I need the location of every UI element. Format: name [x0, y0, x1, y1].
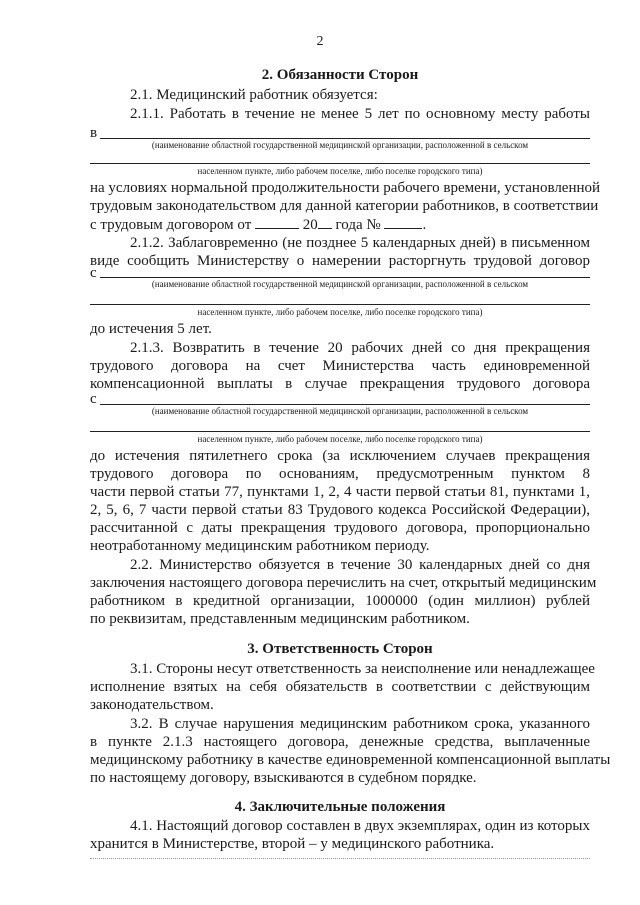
paragraph-2-1-1-line-4 — [90, 215, 590, 234]
org-name-fill-line-1 — [100, 138, 590, 139]
paragraph-2-2-line-1: 2.2. Министерство обязуется в течение 30 календарных дней со дня — [130, 557, 590, 573]
org-name-fill-line-5 — [100, 404, 590, 405]
paragraph-2-1-3-line-2: трудового договора на счет Министерства часть единовременной — [90, 358, 590, 374]
caption-org-name-3: (наименование областной государственной медицинской организации, расположенной в сельском — [151, 406, 529, 416]
paragraph-3-1-line-2: исполнение взятых на себя обязательств в соответствии с действующим — [90, 679, 590, 695]
caption-settlement-2: населенном пункте, либо рабочем поселке, либо поселке городского типа) — [197, 307, 483, 317]
paragraph-2-1-1-line-3: трудовым законодательством для данной категории работников, в соответствии — [90, 198, 599, 214]
contract-number-blank — [384, 215, 422, 229]
section-2-heading: 2. Обязанности Сторон — [261, 67, 419, 83]
paragraph-2-1-3-line-6: части первой статьи 77, пунктами 1, 2, 4 части первой статьи 81, пунктами 1, — [90, 484, 590, 500]
contract-year-blank — [318, 215, 332, 229]
page-number: 2 — [316, 34, 324, 49]
org-name-fill-line-6 — [90, 431, 590, 432]
section-4-heading: 4. Заключительные положения — [234, 799, 446, 815]
org-name-fill-line-4 — [90, 304, 590, 305]
prefix-v: в — [90, 125, 98, 141]
paragraph-3-2-line-1: 3.2. В случае нарушения медицинским работником срока, указанного — [130, 716, 590, 732]
paragraph-4-1-line-2: хранится в Министерстве, второй – у медицинского работника. — [90, 836, 495, 852]
contract-number-label: года № — [335, 217, 381, 233]
section-3-heading: 3. Ответственность Сторон — [247, 641, 433, 657]
paragraph-3-2-line-3: медицинскому работнику в качестве единовременной компенсационной выплаты — [90, 752, 611, 768]
caption-settlement-1: населенном пункте, либо рабочем поселке, либо поселке городского типа) — [197, 166, 483, 176]
scan-edge-dots — [90, 858, 590, 859]
contract-date-label: с трудовым договором от — [90, 217, 252, 233]
contract-year-prefix: 20 — [302, 217, 318, 233]
paragraph-2-2-line-4: по реквизитам, представленным медицинским работником. — [90, 611, 470, 627]
contract-date-day-blank — [255, 215, 299, 229]
org-name-fill-line-2 — [90, 163, 590, 164]
paragraph-2-1-3-line-1: 2.1.3. Возвратить в течение 20 рабочих дней со дня прекращения — [130, 340, 590, 356]
caption-org-name-1: (наименование областной государственной медицинской организации, расположенной в сельском — [151, 140, 529, 150]
paragraph-2-1-2-line-2: виде сообщить Министерству о намерении расторгнуть трудовой договор — [90, 253, 590, 269]
paragraph-2-1-1-line-2: на условиях нормальной продолжительности рабочего времени, установленной — [90, 180, 601, 196]
paragraph-3-2-line-2: в пункте 2.1.3 настоящего договора, денежные средства, выплаченные — [90, 734, 590, 750]
paragraph-2-1-3-line-3: компенсационной выплаты в случае прекращения трудового договора — [90, 376, 590, 392]
paragraph-2-1-2-line-1: 2.1.2. Заблаговременно (не позднее 5 календарных дней) в письменном — [130, 235, 590, 251]
period: . — [422, 217, 427, 233]
paragraph-2-1-3-line-5: трудового договора по основаниям, предусмотренным пунктом 8 — [90, 466, 590, 482]
paragraph-2-1-3-line-4: до истечения пятилетнего срока (за исключением случаев прекращения — [90, 448, 590, 464]
prefix-s-1: с — [90, 265, 97, 281]
paragraph-2-2-line-2: заключения настоящего договора перечислить на счет, открытый медицинским — [90, 575, 597, 591]
paragraph-3-2-line-4: по настоящему договору, взыскиваются в судебном порядке. — [90, 770, 477, 786]
paragraph-4-1-line-1: 4.1. Настоящий договор составлен в двух экземплярах, один из которых — [130, 818, 590, 834]
org-name-fill-line-3 — [100, 277, 590, 278]
caption-settlement-3: населенном пункте, либо рабочем поселке, либо поселке городского типа) — [197, 434, 483, 444]
paragraph-3-1-line-1: 3.1. Стороны несут ответственность за неисполнение или ненадлежащее — [130, 661, 595, 677]
prefix-s-2: с — [90, 391, 97, 407]
paragraph-2-2-line-3: работником в кредитной организации, 1000000 (один миллион) рублей — [90, 593, 590, 609]
caption-org-name-2: (наименование областной государственной медицинской организации, расположенной в сельском — [151, 279, 529, 289]
paragraph-3-1-line-3: законодательством. — [90, 697, 214, 713]
paragraph-2-1-3-line-8: рассчитанной с даты прекращения трудового договора, пропорционально — [90, 520, 590, 536]
paragraph-2-1-3-line-9: неотработанному медицинским работником периоду. — [90, 538, 430, 554]
paragraph-2-1-1-line-1: 2.1.1. Работать в течение не менее 5 лет по основному месту работы — [130, 106, 590, 122]
paragraph-2-1-3-line-7: 2, 5, 6, 7 части первой статьи 83 Трудового кодекса Российской Федерации), — [90, 502, 590, 518]
paragraph-2-1: 2.1. Медицинский работник обязуется: — [130, 87, 378, 103]
paragraph-2-1-2-line-3: до истечения 5 лет. — [90, 321, 212, 337]
